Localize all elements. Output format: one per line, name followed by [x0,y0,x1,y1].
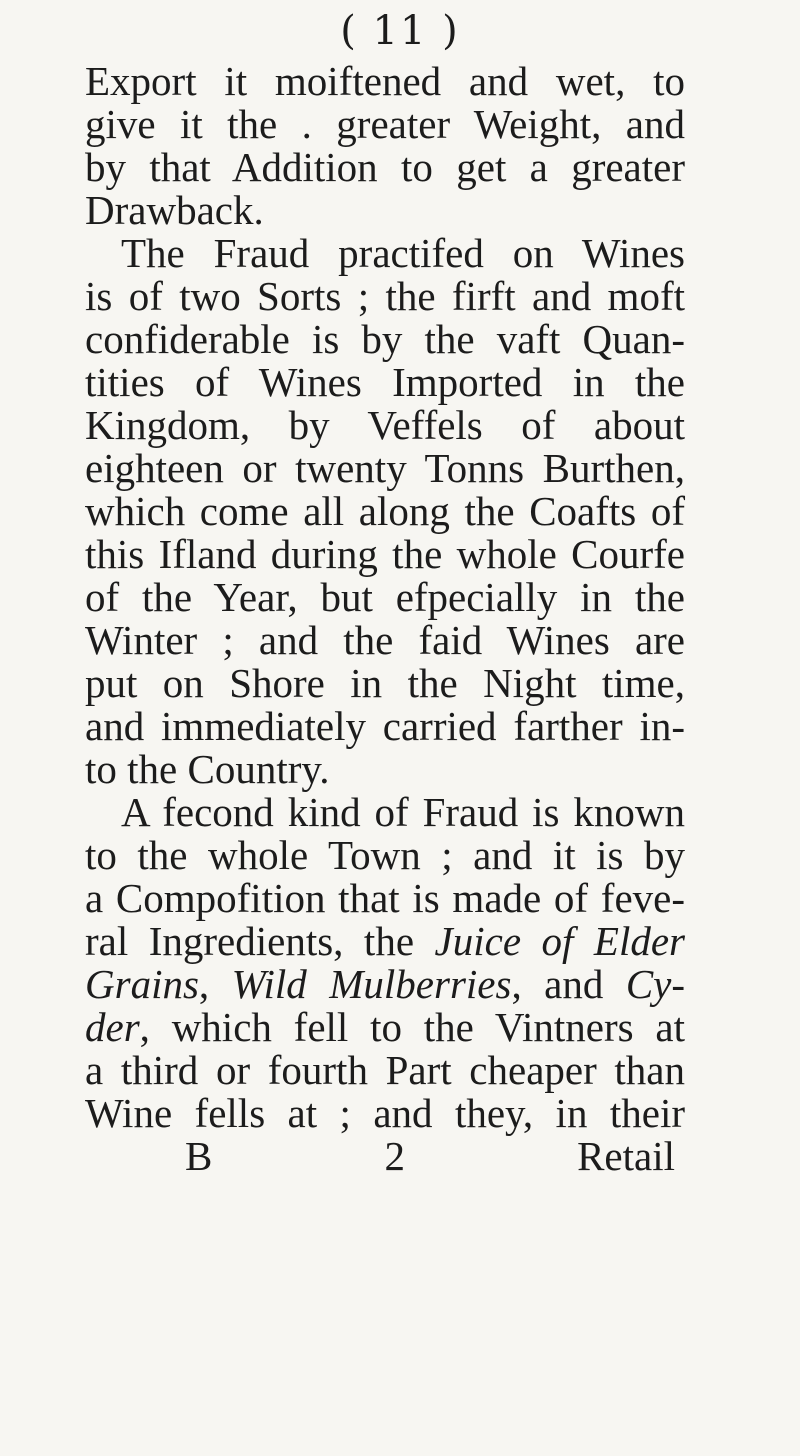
text-line [85,920,685,963]
italic-text: der [85,1004,140,1050]
text-line: tities of Wines Imported in the [85,359,685,405]
italic-text: Grains [85,961,199,1007]
italic-text: Wild Mulberries [231,961,512,1007]
text-line: this Ifland during the whole Courfe [85,531,685,577]
text-line: a third or fourth Part cheaper than [85,1047,685,1093]
text-line: and immediately carried farther in- [85,703,685,749]
text-line [85,1006,685,1049]
text-line: A fecond kind of Fraud is known [121,789,685,835]
text-line [85,963,685,1006]
catchword-line [85,1135,685,1178]
signature-mark: B 2 [185,1133,405,1179]
text-line: by that Addition to get a greater [85,144,685,190]
text-segment: , [198,961,232,1007]
body-text [85,60,685,1178]
catchword: Retail [577,1133,675,1179]
italic-text: Juice of Elder [434,918,685,964]
text-line: The Fraud practifed on Wines [121,230,685,276]
text-line: a Compofition that is made of feve- [85,875,685,921]
text-segment: , and [511,961,604,1007]
text-line: Winter ; and the faid Wines are [85,617,685,663]
italic-text: Cy- [625,961,686,1007]
text-segment: ral Ingredients, the [85,918,415,964]
text-line: Export it moiftened and wet, to [85,58,685,104]
text-line: which come all along the Coafts of [85,488,685,534]
text-line: eighteen or twenty Tonns Burthen, [85,445,685,491]
text-line: to the Country. [85,746,330,792]
text-line: of the Year, but efpecially in the [85,574,685,620]
text-line: to the whole Town ; and it is by [85,832,685,878]
text-line: put on Shore in the Night time, [85,660,685,706]
text-line: give it the . greater Weight, and [85,101,685,147]
text-line: Kingdom, by Veffels of about [85,402,685,448]
text-line: Drawback. [85,187,264,233]
text-line: confiderable is by the vaft Quan- [85,316,685,362]
text-line: Wine fells at ; and they, in their [85,1090,685,1136]
text-segment: , which fell to the Vintners at [139,1004,685,1050]
page-number: ( 11 ) [340,8,460,54]
text-line: is of two Sorts ; the firft and moft [85,273,685,319]
